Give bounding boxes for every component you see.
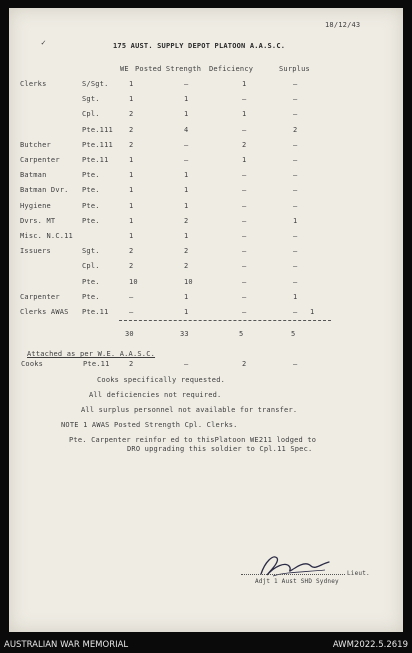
attached-heading: Attached as per W.E. A.A.S.C. [27,350,156,358]
cell-sur: 2 [293,125,298,134]
cell-posted: 1 [184,292,189,301]
handwritten-signature [255,548,337,582]
cell-def: – [242,262,247,271]
cell-trade: Clerks [20,80,47,88]
cell-rank: Pte. [82,277,100,286]
cell-sur: 1 [293,292,298,301]
cell-sur: – [293,308,298,316]
note-line: All deficiencies not required. [89,391,222,399]
cell-sur: – [293,201,298,210]
cell-def: – [242,277,247,286]
cell-rank: Pte.111 [82,140,113,149]
cell-extra: 1 [310,308,315,316]
cell-posted: 1 [184,171,189,180]
cell-we: – [129,308,134,316]
cell-rank: Pte. [82,186,100,195]
cell-sur: – [293,171,298,180]
cell-trade: Misc. N.C.11 [20,232,73,240]
cell-sur: – [293,110,298,119]
cell-we: 2 [129,247,134,256]
signature-unit: Adjt 1 Aust SHD Sydney [255,578,339,585]
cell-we: 2 [129,110,134,119]
cell-rank: Pte.111 [82,125,113,134]
cell-rank: Pte. [82,216,100,225]
cell-trade: Dvrs. MT [20,216,56,225]
cell-sur: – [293,80,298,88]
header-we: WE [120,65,129,73]
header-deficiency: Deficiency [209,65,254,73]
cooks-deficiency: 2 [242,360,247,368]
document-date: 18/12/43 [325,21,361,29]
cell-def: – [242,201,247,210]
cell-def: – [242,216,247,225]
cell-sur: – [293,262,298,271]
cell-we: – [129,292,134,301]
cell-def: – [242,247,247,256]
cell-trade: Issuers [20,247,51,256]
cell-sur: – [293,232,298,240]
cell-posted: 1 [184,110,189,119]
cell-we: 2 [129,125,134,134]
cell-def: – [242,308,247,316]
check-mark: ✓ [41,38,47,47]
cell-rank: Pte. [82,171,100,180]
cell-we: 10 [129,277,138,286]
footer-institution: AUSTRALIAN WAR MEMORIAL [4,640,129,650]
cell-rank: Pte.11 [82,156,109,164]
cell-def: – [242,292,247,301]
cell-def: – [242,95,247,104]
document-title: 175 AUST. SUPPLY DEPOT PLATOON A.A.S.C. [113,42,286,50]
header-surplus: Surplus [279,65,310,73]
cell-sur: 1 [293,216,298,225]
cell-posted: 1 [184,232,189,240]
cell-we: 1 [129,232,134,240]
cell-def: – [242,171,247,180]
total-we: 30 [125,330,134,338]
cell-sur: – [293,95,298,104]
cell-rank: Pte.11 [82,308,109,316]
header-posted: Posted Strength [135,65,202,73]
cell-posted: 1 [184,95,189,104]
cell-trade: Butcher [20,140,51,149]
footer-accession-number: AWM2022.5.2619 [332,640,408,650]
cell-sur: – [293,140,298,149]
cell-trade: Carpenter [20,156,60,164]
cell-we: 1 [129,95,134,104]
note-line: DRO upgrading this soldier to Cpl.11 Spec. [127,445,313,453]
cooks-rank: Pte.11 [83,360,110,368]
cell-we: 1 [129,201,134,210]
cell-sur: – [293,156,298,164]
cell-trade: Batman Dvr. [20,186,69,195]
table-total-rule [119,320,331,321]
document-page [9,8,403,632]
cell-we: 1 [129,171,134,180]
cell-posted: 2 [184,247,189,256]
note-line: NOTE 1 AWAS Posted Strength Cpl. Clerks. [61,421,238,429]
cell-def: – [242,125,247,134]
cell-posted: – [184,80,189,88]
cell-we: 1 [129,216,134,225]
cell-posted: 1 [184,201,189,210]
note-line: All surplus personnel not available for transfer. [81,406,298,414]
note-line: Cooks specifically requested. [97,376,226,384]
cell-sur: – [293,186,298,195]
signature-rank: Lieut. [347,570,370,577]
cell-we: 2 [129,140,134,149]
cell-rank: Sgt. [82,95,100,104]
cell-trade: Hygiene [20,201,51,210]
total-surplus: 5 [291,330,296,338]
total-deficiency: 5 [239,330,244,338]
cell-def: 1 [242,156,247,164]
cell-we: 1 [129,186,134,195]
cooks-we: 2 [129,360,134,368]
total-posted: 33 [180,330,189,338]
cell-posted: 2 [184,262,189,271]
cell-rank: S/Sgt. [82,80,109,88]
cell-posted: – [184,156,189,164]
cell-def: 1 [242,110,247,119]
note-line: Pte. Carpenter reinfor ed to thisPlatoon WE211 lodged to [69,436,317,444]
cell-posted: 1 [184,308,189,316]
cell-we: 1 [129,80,134,88]
cell-posted: 2 [184,216,189,225]
cell-def: 2 [242,140,247,149]
cell-posted: 10 [184,277,193,286]
cooks-surplus: – [293,360,298,368]
cell-def: – [242,186,247,195]
cell-def: 1 [242,80,247,88]
cooks-posted: – [184,360,189,368]
cell-def: – [242,232,247,240]
cooks-trade: Cooks [21,360,44,368]
cell-posted: – [184,140,189,149]
archive-footer [0,636,412,653]
cell-posted: 1 [184,186,189,195]
cell-trade: Clerks AWAS [20,308,69,316]
cell-we: 1 [129,156,134,164]
cell-sur: – [293,277,298,286]
cell-we: 2 [129,262,134,271]
cell-rank: Pte. [82,292,100,301]
cell-trade: Carpenter [20,292,60,301]
cell-rank: Sgt. [82,247,100,256]
signature-line [241,574,345,575]
cell-rank: Cpl. [82,262,100,271]
cell-rank: Cpl. [82,110,100,119]
cell-trade: Batman [20,171,47,180]
cell-rank: Pte. [82,201,100,210]
cell-sur: – [293,247,298,256]
cell-posted: 4 [184,125,189,134]
